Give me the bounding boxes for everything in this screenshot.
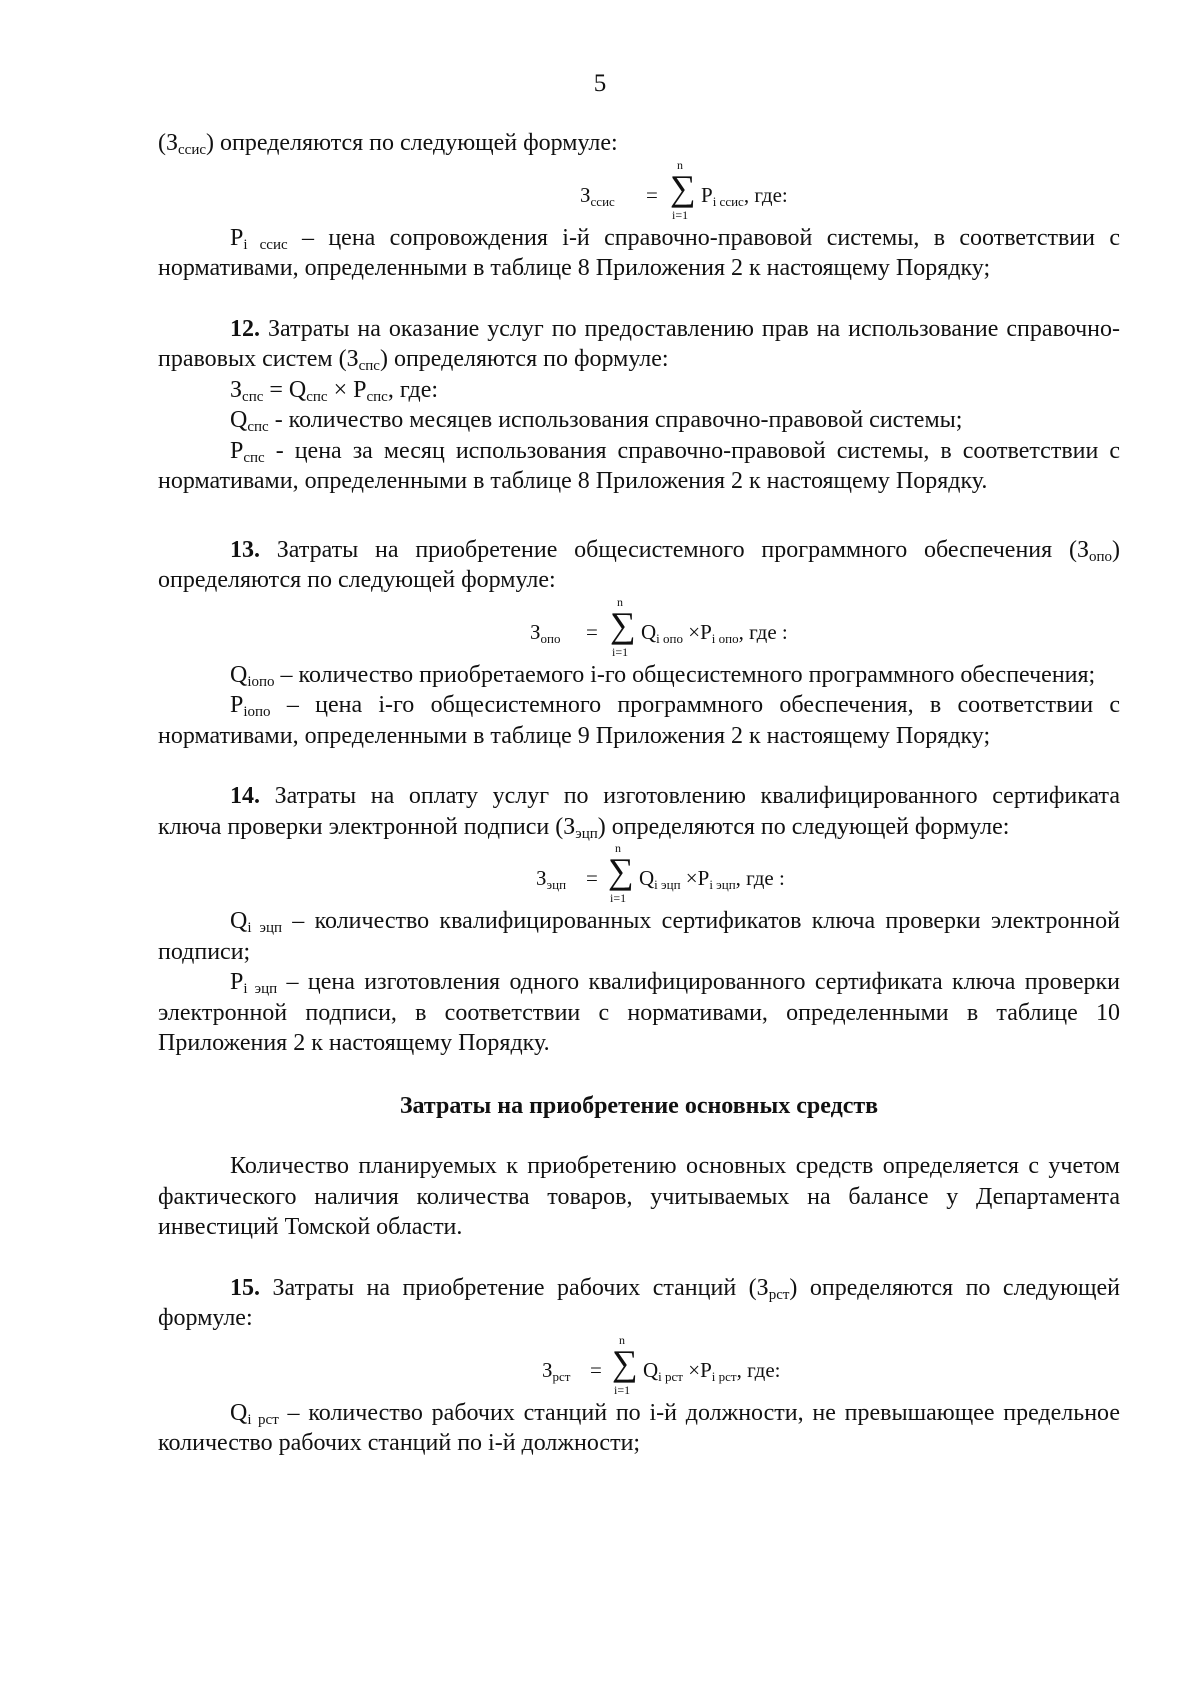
definition-p-sps: $P_{спс}$ - цена за месяц использования справочно-правовой системы, в соответствии с нормативами, определенными в таблице 8 Приложения 2 к настоящему Порядку. [158,437,1120,494]
page-content [158,128,1120,1459]
formula-lhs: $З_{рст}$ [542,1357,571,1384]
formula-term: $Q_{i рст} \times P_{i рст}$, где: [643,1357,781,1384]
sum-lower: i=1 [612,644,629,659]
formula-sps: $З_{спс} = Q_{спс} \times P_{спс}$, где: [230,376,439,405]
formula-eq: = [586,619,598,644]
formula-term: $Q_{i опо} \times P_{i опо}$, где : [641,619,788,646]
formula-rst [158,1334,1120,1398]
formula-eq: = [646,182,658,207]
sum-icon: ∑ [610,604,636,645]
sum-icon: ∑ [612,1342,638,1383]
sum-lower: i=1 [610,891,627,905]
definition-q-sps: $Q_{спс}$ - количество месяцев использования справочно-правовой системы; [230,407,963,435]
section-12-title: 12. Затраты на оказание услуг по предоставлению прав на использование справочно-правовых систем $(З_{спс})$ определяются по формуле: [158,315,1120,374]
page-number: 5 [593,70,607,97]
paragraph-formula-intro-ssps: $(З_{ссис})$ определяются по следующей формуле: [158,130,618,158]
sum-icon: ∑ [670,167,696,208]
section-heading: Затраты на приобретение основных средств [399,1092,879,1119]
definition-p-ssps: $P_{i ссис}$ – цена сопровождения i-й справочно-правовой системы, в соответствии с нормативами, определенными в таблице 8 Приложения 2 к настоящему Порядку; [158,224,1120,281]
sum-icon: ∑ [608,851,634,891]
sum-upper: n [615,841,621,855]
formula-eq: = [586,866,598,890]
formula-ssps [158,159,1120,223]
sum-upper: n [619,1332,625,1347]
definition-q-rst: $Q_{i рст}$ – количество рабочих станций по i-й должности, не превышающее предельное количество рабочих станций по i-й должности; [158,1399,1121,1456]
definition-p-opo: $P_{iопо}$ – цена i-го общесистемного программного обеспечения, в соответствии с нормативами, определенными в таблице 9 Приложения 2 к настоящему Порядку; [158,692,1120,749]
definition-p-ecp: $P_{i эцп}$ – цена изготовления одного квалифицированного сертификата ключа проверки электронной подписи, в соответствии с нормативами, определенными в таблице 10 Приложения 2 к настоящему Порядку. [158,969,1120,1056]
section-15-title: 15. Затраты на приобретение рабочих станций $(З_{рст})$ определяются по следующей формуле: [158,1274,1121,1331]
section-14-title: 14. Затраты на оплату услуг по изготовлению квалифицированного сертификата ключа проверки электронной подписи $(З_{эцп})$ определяются по следующей формуле: [158,783,1120,842]
section-13-title: 13. Затраты на приобретение общесистемного программного обеспечения $(З_{опо})$ определяются по следующей формуле: [158,536,1120,593]
formula-lhs: $З_{ссис}$ [580,182,615,209]
formula-ecp [158,842,1120,906]
sum-lower: i=1 [614,1382,631,1397]
sum-upper: n [617,594,623,609]
sum-lower: i=1 [672,207,689,222]
definition-q-opo: $Q_{iопо}$ – количество приобретаемого i-го общесистемного программного обеспечения; [230,661,1096,690]
formula-lhs: $З_{опо}$ [530,619,561,646]
paragraph-intro-assets: Количество планируемых к приобретению основных средств определяется с учетом фактического наличия количества товаров, учитываемых на балансе у Департамента инвестиций Томской области. [158,1153,1120,1240]
definition-q-ecp: $Q_{i эцп}$ – количество квалифицированных сертификатов ключа проверки электронной подписи; [158,908,1120,965]
sum-upper: n [677,157,683,172]
formula-term: $Q_{i эцп} \times P_{i эцп}$, где : [639,866,785,892]
formula-eq: = [590,1357,602,1382]
formula-term: $P_{i ссис}$, где: [701,182,788,209]
formula-lhs: $З_{эцп}$ [536,866,567,892]
formula-opo [158,596,1120,660]
